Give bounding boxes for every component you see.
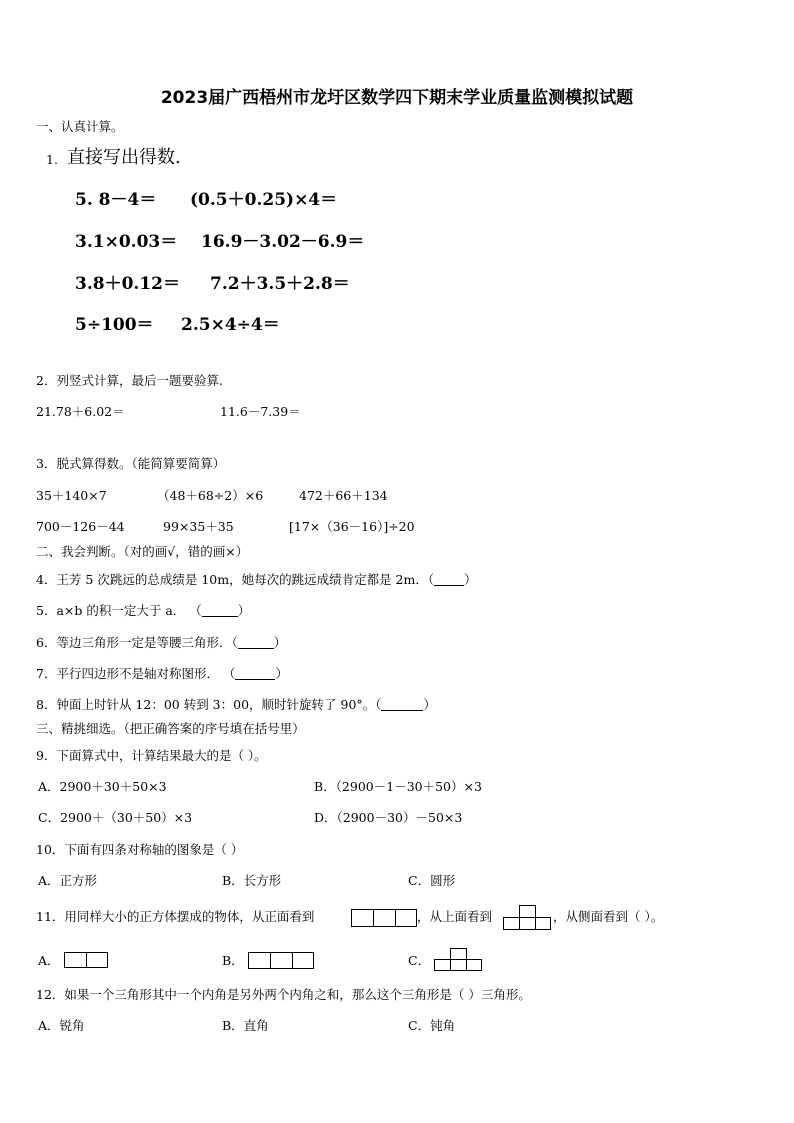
judge-item-6 [36,636,286,650]
q12-heading: 12．如果一个三角形其中一个内角是另外两个内角之和，那么这个三角形是（ ）三角形。 [36,987,531,1002]
q1-number: 1. [46,152,58,167]
q1-expr: 3.8＋0.12＝ [75,274,180,294]
cube-square [535,917,551,930]
q12-option-b[interactable]: B．直角 [222,1018,269,1033]
cube-square [292,952,314,969]
q2-item: 21.78＋6.02＝ [36,404,125,419]
judge-item-7 [36,667,288,681]
q11-part1: 11．用同样大小的正方体摆成的物体，从正面看到 [36,909,315,924]
cube-square [466,959,482,971]
q9-option-c[interactable]: C．2900＋（30＋50）×3 [38,810,193,825]
q2-item: 11.6－7.39＝ [220,404,301,419]
judge-text: 5．a×b 的积一定大于 a． （ [36,603,202,618]
judge-text: 8．钟面上时针从 12：00 转到 3：00，顺时针旋转了 90°。（ [36,697,382,712]
answer-blank[interactable] [238,636,274,649]
q1-expr: 16.9－3.02－6.9＝ [201,232,365,252]
q10-option-a[interactable]: A．正方形 [38,873,98,888]
judge-item-5 [36,604,250,618]
cube-square [519,917,536,930]
answer-blank[interactable] [381,698,423,711]
q11-part3: ，从侧面看到（ ）。 [553,909,664,924]
q12-option-a[interactable]: A．锐角 [38,1018,85,1033]
q11-option-b-label[interactable]: B． [222,953,244,968]
judge-text: 4．王芳 5 次跳远的总成绩是 10m，她每次的跳远成绩肯定都是 2m．（ [36,572,435,587]
q9-option-d[interactable]: D．（2900－30）－50×3 [314,810,463,825]
cube-square [351,909,374,927]
q3-expr: 99×35＋35 [163,519,234,534]
q1-expr: 3.1×0.03＝ [75,232,178,252]
section-1-heading: 一、认真计算。 [36,119,124,134]
judge-close: ） [423,697,436,712]
section-3-heading: 三、精挑细选。（把正确答案的序号填在括号里） [36,721,305,736]
page-title: 2023届广西梧州市龙圩区数学四下期末学业质量监测模拟试题 [160,88,634,108]
cube-square [434,959,451,971]
judge-item-4 [36,573,477,587]
judge-item-8 [36,698,436,712]
q9-option-a[interactable]: A．2900＋30＋50×3 [38,779,167,794]
option-a-figure[interactable] [64,952,108,968]
q9-heading: 9．下面算式中，计算结果最大的是（ ）。 [36,748,267,763]
q1-expr: 2.5×4÷4＝ [181,315,280,335]
answer-blank[interactable] [202,604,238,617]
judge-text: 7．平行四边形不是轴对称图形． （ [36,666,236,681]
judge-close: ） [273,635,287,650]
cube-square [86,952,108,968]
option-c-figure[interactable] [434,948,482,971]
q1-expr: 5. 8－4＝ [75,190,157,210]
q3-expr: （48＋68÷2）×6 [157,488,264,503]
cube-square [270,952,293,969]
q10-option-b[interactable]: B．长方形 [222,873,282,888]
cube-square [64,952,87,968]
cube-square [248,952,271,969]
q1-heading: 直接写出得数. [67,147,181,168]
cube-square [373,909,396,927]
q3-expr: 35＋140×7 [36,488,107,503]
q1-expr: 5÷100＝ [75,315,154,335]
front-view-figure [351,909,417,927]
judge-text: 6．等边三角形一定是等腰三角形．（ [36,635,238,650]
q10-heading: 10．下面有四条对称轴的图象是（ ） [36,842,244,857]
answer-blank[interactable] [235,667,275,680]
q1-expr: 7.2＋3.5＋2.8＝ [210,274,350,294]
option-b-figure[interactable] [248,952,314,969]
q11-part2: ，从上面看到 [417,909,493,924]
cube-square [503,917,520,930]
q2-heading: 2．列竖式计算，最后一题要验算. [36,373,223,388]
q11-option-a-label[interactable]: A． [38,953,60,968]
q10-option-c[interactable]: C．圆形 [408,873,456,888]
q3-expr: 700－126－44 [36,519,125,534]
section-2-heading: 二、我会判断。（对的画√，错的画×） [36,544,249,559]
judge-close: ） [237,603,251,618]
judge-close: ） [464,572,477,587]
q3-heading: 3．脱式算得数。（能简算要简算） [36,456,226,471]
q11-option-c-label[interactable]: C． [408,953,431,968]
q1-expr: (0.5＋0.25)×4＝ [190,190,338,210]
q12-option-c[interactable]: C．钝角 [408,1018,456,1033]
judge-close: ） [275,666,288,681]
cube-square [395,909,417,927]
cube-square [450,959,467,971]
answer-blank[interactable] [434,573,464,586]
q3-expr: [17×（36－16）]÷20 [289,519,415,534]
q3-expr: 472＋66＋134 [299,488,388,503]
top-view-figure [503,905,551,930]
q9-option-b[interactable]: B．（2900－1－30＋50）×3 [314,779,482,794]
